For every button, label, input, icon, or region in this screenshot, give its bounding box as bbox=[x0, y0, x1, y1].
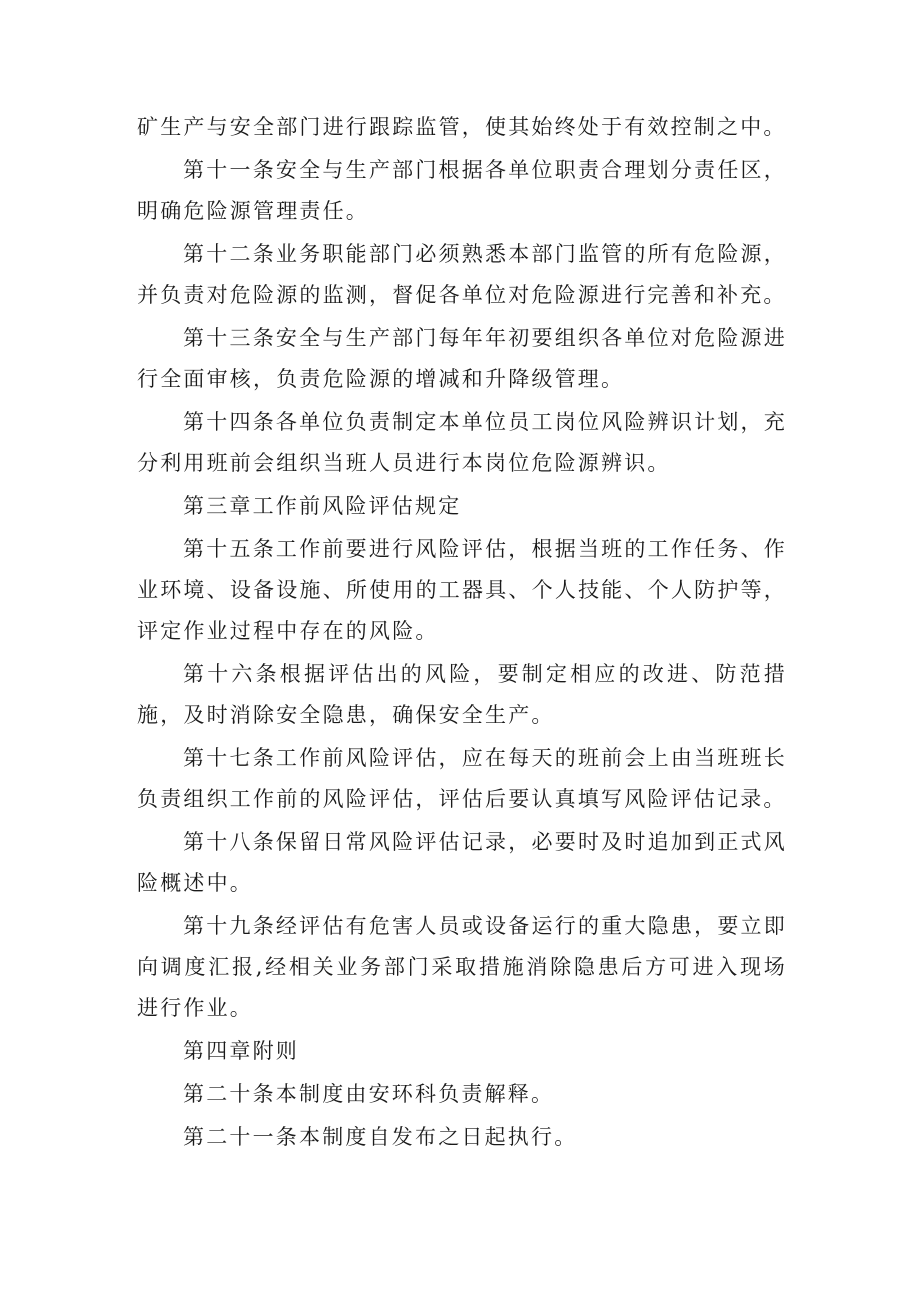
article-19: 第十九条经评估有危害人员或设备运行的重大隐患，要立即向调度汇报,经相关业务部门采取措施消除隐患后方可进入现场进行作业。 bbox=[137, 914, 787, 1020]
article-17: 第十七条工作前风险评估，应在每天的班前会上由当班班长负责组织工作前的风险评估，评估后要认真填写风险评估记录。 bbox=[137, 746, 787, 811]
chapter-3-heading: 第三章工作前风险评估规定 bbox=[183, 494, 462, 518]
paragraph-continuation: 矿生产与安全部门进行跟踪监管，使其始终处于有效控制之中。 bbox=[137, 115, 787, 139]
article-13: 第十三条安全与生产部门每年年初要组织各单位对危险源进行全面审核，负责危险源的增减和升降级管理。 bbox=[137, 326, 787, 391]
article-16: 第十六条根据评估出的风险，要制定相应的改进、防范措施，及时消除安全隐患，确保安全生产。 bbox=[137, 662, 787, 727]
article-12: 第十二条业务职能部门必须熟悉本部门监管的所有危险源，并负责对危险源的监测，督促各单位对危险源进行完善和补充。 bbox=[137, 242, 787, 307]
article-15: 第十五条工作前要进行风险评估，根据当班的工作任务、作业环境、设备设施、所使用的工器具、个人技能、个人防护等，评定作业过程中存在的风险。 bbox=[137, 537, 787, 643]
article-21: 第二十一条本制度自发布之日起执行。 bbox=[183, 1125, 578, 1149]
article-20: 第二十条本制度由安环科负责解释。 bbox=[183, 1082, 555, 1106]
article-11: 第十一条安全与生产部门根据各单位职责合理划分责任区，明确危险源管理责任。 bbox=[137, 158, 787, 223]
article-14: 第十四条各单位负责制定本单位员工岗位风险辨识计划，充分利用班前会组织当班人员进行本岗位危险源辨识。 bbox=[137, 410, 787, 475]
document-page bbox=[137, 107, 787, 1158]
article-18: 第十八条保留日常风险评估记录，必要时及时追加到正式风险概述中。 bbox=[137, 830, 787, 895]
chapter-4-heading: 第四章附则 bbox=[183, 1039, 299, 1063]
